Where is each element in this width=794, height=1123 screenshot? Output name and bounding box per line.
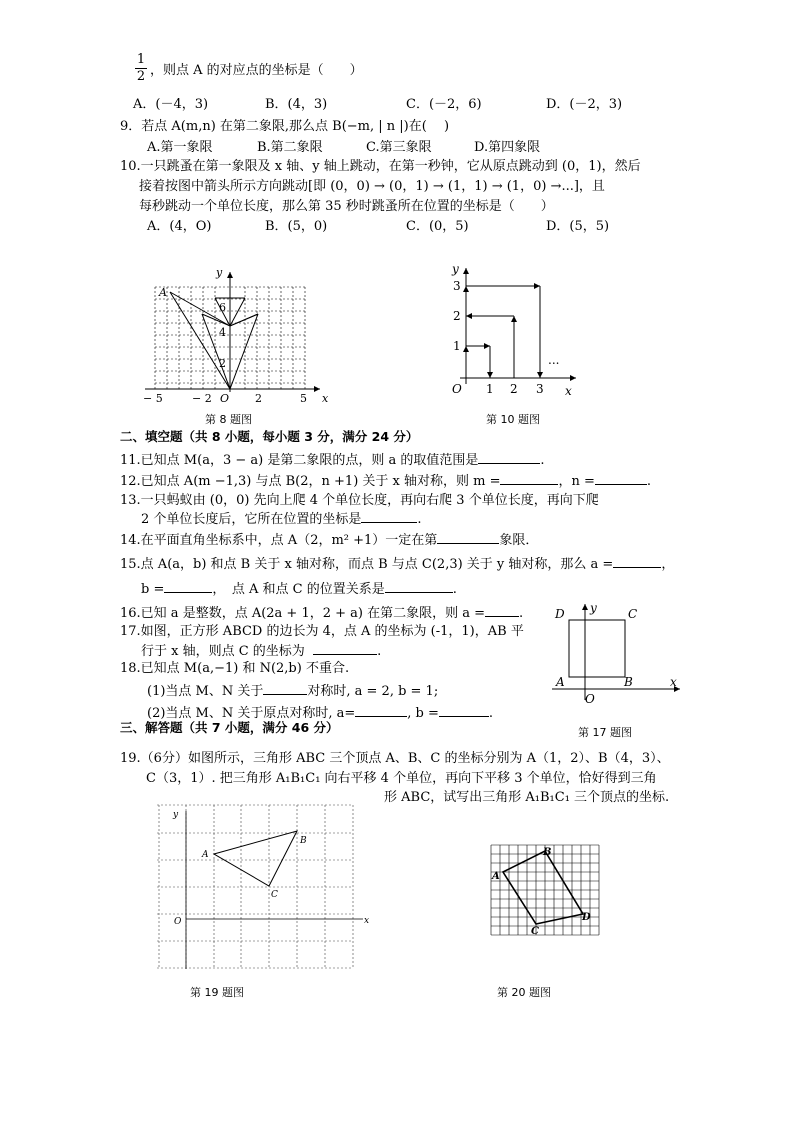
q8-option-a: A．(－4，3) [133,97,209,112]
q8-option-c: C．(－2，6) [406,97,482,112]
fig10-label-3: 3 [453,279,461,293]
fig10-label-dots: ... [548,353,560,367]
fig17-label-D: D [555,607,565,621]
q13-blank[interactable] [361,510,417,523]
q8-option-b: B．(4，3) [265,97,328,112]
q18-part1-end: 对称时, a = 2, b = 1; [307,684,439,699]
q11-end: . [540,453,545,468]
fig8-label-x: x [322,392,329,405]
fig8-label-y: y [216,266,223,279]
q14-text: 14.在平面直角坐标系中，点 A（2，m² +1）一定在第 [120,533,438,548]
fig19-label-C: C [271,890,278,900]
fig19-label-A: A [202,850,209,860]
q14 [120,531,538,550]
q13-line2 [141,510,422,529]
figure-19 [157,803,382,973]
q18-part2-end: . [488,706,494,721]
fig20-label-A: A [492,871,500,882]
q9-stem: 9．若点 A(m,n) 在第二象限,那么点 B(−m, | n |)在( ) [120,119,450,134]
fig8-label-xm2: − 2 [192,392,212,405]
q17-line2 [141,642,381,661]
fig17-label-B: B [624,675,633,689]
section-2-heading: 二、填空题（共 8 小题，每小题 3 分，满分 24 分） [120,429,419,444]
q12-end: . [646,474,652,489]
fig10-label-O: O [452,382,462,396]
q12-text-n: ，n = [558,474,595,489]
fig8-label-x5: 5 [300,392,307,405]
fig19-label-B: B [300,836,307,846]
fig17-label-O: O [585,692,595,706]
q9-option-a: A.第一象限 [147,140,213,155]
q16 [120,604,523,623]
q8-stem: ，则点 A 的对应点的坐标是（ ） [150,63,363,78]
q16-blank[interactable] [485,604,519,617]
fig17-caption: 第 17 题图 [578,726,632,739]
fig20-label-D: D [582,912,591,923]
fig8-label-4: 4 [219,326,226,339]
fig17-label-x: x [670,675,677,689]
fig10-label-x3: 3 [536,382,544,396]
q17-end: . [377,644,382,659]
q10-option-b: B．(5，0) [265,219,328,234]
section-3-heading: 三、解答题（共 7 小题，满分 46 分） [120,720,339,735]
q12 [120,472,651,491]
figure-17 [552,600,692,705]
q14-blank[interactable] [437,531,499,544]
q17-blank[interactable] [313,642,377,655]
q12-blank-n[interactable] [595,472,647,485]
fig8-label-xm5: − 5 [143,392,163,405]
q18-blank-axis[interactable] [263,682,307,695]
q13-line1: 13.一只蚂蚁由 (0，0) 先向上爬 4 个单位长度，再向右爬 3 个单位长度，再向下爬 [120,493,599,508]
q13-end: . [417,512,422,527]
q19-line1: 19.（6分）如图所示，三角形 ABC 三个顶点 A、B、C 的坐标分别为 A（1，2）、B（4，3）、 [120,751,670,766]
q18-blank-b[interactable] [439,704,489,717]
q18-part1-text: (1)当点 M、N 关于 [147,684,264,699]
q12-blank-m[interactable] [500,472,558,485]
fig19-triangle [214,831,297,886]
q15-line2 [141,580,457,599]
fig19-label-O: O [174,917,182,927]
fig10-label-y: y [452,262,459,276]
figure-10 [448,262,588,402]
q10-option-a: A．(4，O) [147,219,212,234]
q10-option-c: C．(0，5) [406,219,469,234]
q10-line1: 10.一只跳蚤在第一象限及 x 轴、y 轴上跳动，在第一秒钟，它从原点跳动到 (0，1)，然后 [120,159,641,174]
q18-part1 [147,682,438,701]
fig8-label-O: O [220,392,230,405]
q15-blank-relation[interactable] [385,580,453,593]
q8-fraction-numerator: 1 [136,52,146,67]
q18-blank-a[interactable] [355,704,407,717]
fig8-label-6: 6 [219,301,226,314]
q19-line2: C（3，1）. 把三角形 A₁B₁C₁ 向右平移 4 个单位，再向下平移 3 个单位，恰好得到三角 [146,771,657,786]
q8-fraction-denominator: 2 [136,69,146,84]
fig20-label-C: C [531,926,539,937]
q9-option-c: C.第三象限 [366,140,432,155]
fig17-label-C: C [628,607,638,621]
fig10-label-x2: 2 [510,382,518,396]
q14-end: 象限． [499,533,539,548]
q18-stem: 18.已知点 M(a,−1) 和 N(2,b) 不重合. [120,661,350,676]
fig10-label-x: x [565,384,572,398]
fig8-label-x2: 2 [255,392,262,405]
q18-part2-b: , b = [407,706,439,721]
q15-line1 [120,555,674,574]
fig10-label-1: 1 [453,339,461,353]
q15-blank-b[interactable] [164,580,212,593]
fig17-label-y: y [590,601,597,615]
q16-text: 16.已知 a 是整数，点 A(2a + 1，2 + a) 在第二象限，则 a = [120,606,486,621]
fig17-label-A: A [556,675,565,689]
fig8-label-A: A [159,286,167,299]
figure-8 [140,262,340,412]
q9-option-b: B.第二象限 [257,140,323,155]
fig20-label-B: B [543,847,552,858]
q16-end: . [519,606,524,621]
fig20-quadrilateral [503,851,583,924]
q15-end: . [452,582,457,597]
q15-comma: ， [661,557,675,572]
figure-20 [489,838,604,938]
q8-option-d: D．(－2，3) [546,97,623,112]
q11-blank[interactable] [478,451,540,464]
q10-line2: 接着按图中箭头所示方向跳动[即 (0，0) → (0，1) → (1，1) → (1，0) →...]，且 [139,179,605,194]
fig19-label-x: x [364,916,370,926]
q15-text-b: b = [141,582,165,597]
q15-text: 15.点 A(a，b) 和点 B 关于 x 轴对称，而点 B 与点 C(2,3) 关于 y 轴对称，那么 a = [120,557,614,572]
fig10-label-x1: 1 [486,382,494,396]
q19-line3: 形 ABC，试写出三角形 A₁B₁C₁ 三个顶点的坐标. [384,790,670,805]
q15-text-relation: ， 点 A 和点 C 的位置关系是 [212,582,385,597]
q9-option-d: D.第四象限 [474,140,541,155]
q13-text: 2 个单位长度后，它所在位置的坐标是 [141,512,362,527]
fig8-label-2: 2 [219,357,226,370]
fig20-caption: 第 20 题图 [497,986,551,999]
fig17-square [569,620,625,677]
q11-text: 11.已知点 M(a，3 − a) 是第二象限的点，则 a 的取值范围是 [120,453,479,468]
q11 [120,451,544,470]
q15-blank-a[interactable] [613,555,661,568]
fig8-caption: 第 8 题图 [205,413,252,426]
fig19-caption: 第 19 题图 [190,986,244,999]
q12-text: 12.已知点 A(m −1,3) 与点 B(2，n +1) 关于 x 轴对称，则 m = [120,474,501,489]
q10-option-d: D．(5，5) [546,219,610,234]
q17-text: 行于 x 轴，则点 C 的坐标为 [141,644,305,659]
q18-part2-text: (2)当点 M、N 关于原点对称时, a= [147,706,356,721]
q17-line1: 17.如图，正方形 ABCD 的边长为 4，点 A 的坐标为 (-1，1)，AB 平 [120,624,524,639]
fig10-label-2: 2 [453,309,461,323]
fig19-label-y: y [173,810,179,820]
q10-line3: 每秒跳动一个单位长度，那么第 35 秒时跳蚤所在位置的坐标是（ ） [139,199,554,214]
fig10-caption: 第 10 题图 [486,413,540,426]
